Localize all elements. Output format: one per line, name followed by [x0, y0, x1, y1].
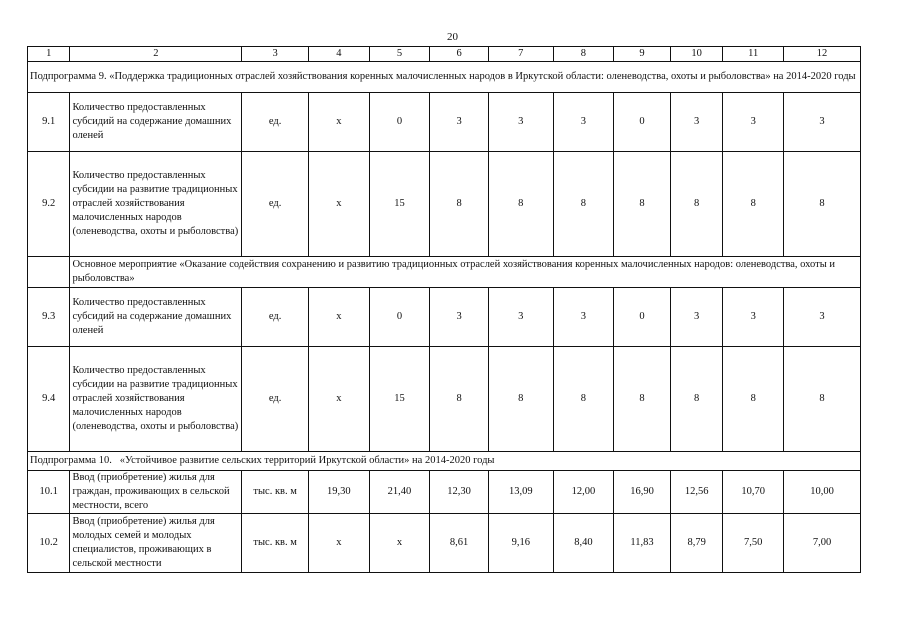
value-cell: 8	[784, 347, 861, 452]
value-cell: 7,50	[723, 514, 784, 573]
row-number: 9.1	[28, 93, 70, 152]
value-cell: 8	[488, 347, 553, 452]
value-cell: 15	[369, 152, 430, 257]
unit-cell: тыс. кв. м	[242, 471, 309, 514]
header-cell: 12	[784, 47, 861, 62]
header-cell: 5	[369, 47, 430, 62]
section-row	[28, 257, 861, 288]
value-cell: 3	[430, 288, 489, 347]
value-cell: 3	[553, 288, 614, 347]
value-cell: 3	[488, 93, 553, 152]
value-cell: 0	[614, 93, 671, 152]
value-cell: 15	[369, 347, 430, 452]
header-row	[28, 47, 861, 62]
section-row	[28, 62, 861, 93]
value-cell: 3	[670, 288, 723, 347]
table-row	[28, 288, 861, 347]
value-cell: 8,40	[553, 514, 614, 573]
row-number: 9.4	[28, 347, 70, 452]
table-row	[28, 347, 861, 452]
value-cell: 3	[553, 93, 614, 152]
indicators-table	[27, 46, 861, 573]
empty-cell	[28, 257, 70, 288]
indicator-name: Количество предоставленных субсидий на содержание домашних оленей	[70, 288, 242, 347]
value-cell: х	[309, 347, 370, 452]
section-title: Основное мероприятие «Оказание содействия сохранению и развитию традиционных отраслей хозяйствования коренных малочисленных народов: оленеводства, охоты и рыболовства»	[70, 257, 861, 288]
value-cell: 8	[553, 347, 614, 452]
value-cell: 8	[430, 152, 489, 257]
value-cell: 12,00	[553, 471, 614, 514]
table-row	[28, 514, 861, 573]
value-cell: 7,00	[784, 514, 861, 573]
header-cell: 10	[670, 47, 723, 62]
value-cell: 3	[784, 93, 861, 152]
value-cell: 3	[430, 93, 489, 152]
indicator-name: Ввод (приобретение) жилья для молодых семей и молодых специалистов, проживающих в сельской местности	[70, 514, 242, 573]
header-cell: 8	[553, 47, 614, 62]
value-cell: 3	[488, 288, 553, 347]
value-cell: 8	[670, 347, 723, 452]
header-cell: 6	[430, 47, 489, 62]
value-cell: 8	[670, 152, 723, 257]
indicator-name: Ввод (приобретение) жилья для граждан, проживающих в сельской местности, всего	[70, 471, 242, 514]
header-cell: 1	[28, 47, 70, 62]
value-cell: х	[309, 152, 370, 257]
section-title: Подпрограмма 10. «Устойчивое развитие сельских территорий Иркутской области» на 2014-2020 годы	[28, 452, 861, 471]
value-cell: 8	[614, 347, 671, 452]
table-row	[28, 471, 861, 514]
row-number: 10.1	[28, 471, 70, 514]
row-number: 9.2	[28, 152, 70, 257]
section-row	[28, 452, 861, 471]
value-cell: 8	[553, 152, 614, 257]
value-cell: 3	[784, 288, 861, 347]
value-cell: 16,90	[614, 471, 671, 514]
value-cell: 10,00	[784, 471, 861, 514]
value-cell: 9,16	[488, 514, 553, 573]
value-cell: х	[369, 514, 430, 573]
value-cell: 8	[430, 347, 489, 452]
value-cell: 19,30	[309, 471, 370, 514]
table-row	[28, 93, 861, 152]
unit-cell: тыс. кв. м	[242, 514, 309, 573]
value-cell: 8	[723, 347, 784, 452]
value-cell: 8	[784, 152, 861, 257]
header-cell: 3	[242, 47, 309, 62]
value-cell: 10,70	[723, 471, 784, 514]
unit-cell: ед.	[242, 152, 309, 257]
value-cell: 3	[723, 288, 784, 347]
value-cell: 12,30	[430, 471, 489, 514]
header-cell: 2	[70, 47, 242, 62]
table-row	[28, 152, 861, 257]
header-cell: 9	[614, 47, 671, 62]
value-cell: х	[309, 93, 370, 152]
value-cell: 0	[614, 288, 671, 347]
header-cell: 4	[309, 47, 370, 62]
row-number: 9.3	[28, 288, 70, 347]
value-cell: х	[309, 514, 370, 573]
indicator-name: Количество предоставленных субсидий на содержание домашних оленей	[70, 93, 242, 152]
value-cell: 3	[723, 93, 784, 152]
value-cell: 0	[369, 93, 430, 152]
value-cell: 8,61	[430, 514, 489, 573]
section-title: Подпрограмма 9. «Поддержка традиционных отраслей хозяйствования коренных малочисленных народов в Иркутской области: оленеводства, охоты и рыболовства» на 2014-2020 годы	[28, 62, 861, 93]
value-cell: 8	[614, 152, 671, 257]
indicator-name: Количество предоставленных субсидии на развитие традиционных отраслей хозяйствования малочисленных народов (оленеводства, охоты и рыболовства)	[70, 152, 242, 257]
indicator-name: Количество предоставленных субсидии на развитие традиционных отраслей хозяйствования малочисленных народов (оленеводства, охоты и рыболовства)	[70, 347, 242, 452]
value-cell: 8	[488, 152, 553, 257]
value-cell: 21,40	[369, 471, 430, 514]
row-number: 10.2	[28, 514, 70, 573]
header-cell: 7	[488, 47, 553, 62]
value-cell: 13,09	[488, 471, 553, 514]
value-cell: 3	[670, 93, 723, 152]
value-cell: 0	[369, 288, 430, 347]
value-cell: 11,83	[614, 514, 671, 573]
header-cell: 11	[723, 47, 784, 62]
value-cell: 8	[723, 152, 784, 257]
value-cell: 12,56	[670, 471, 723, 514]
page-number: 20	[447, 31, 458, 43]
value-cell: х	[309, 288, 370, 347]
unit-cell: ед.	[242, 288, 309, 347]
value-cell: 8,79	[670, 514, 723, 573]
unit-cell: ед.	[242, 347, 309, 452]
unit-cell: ед.	[242, 93, 309, 152]
